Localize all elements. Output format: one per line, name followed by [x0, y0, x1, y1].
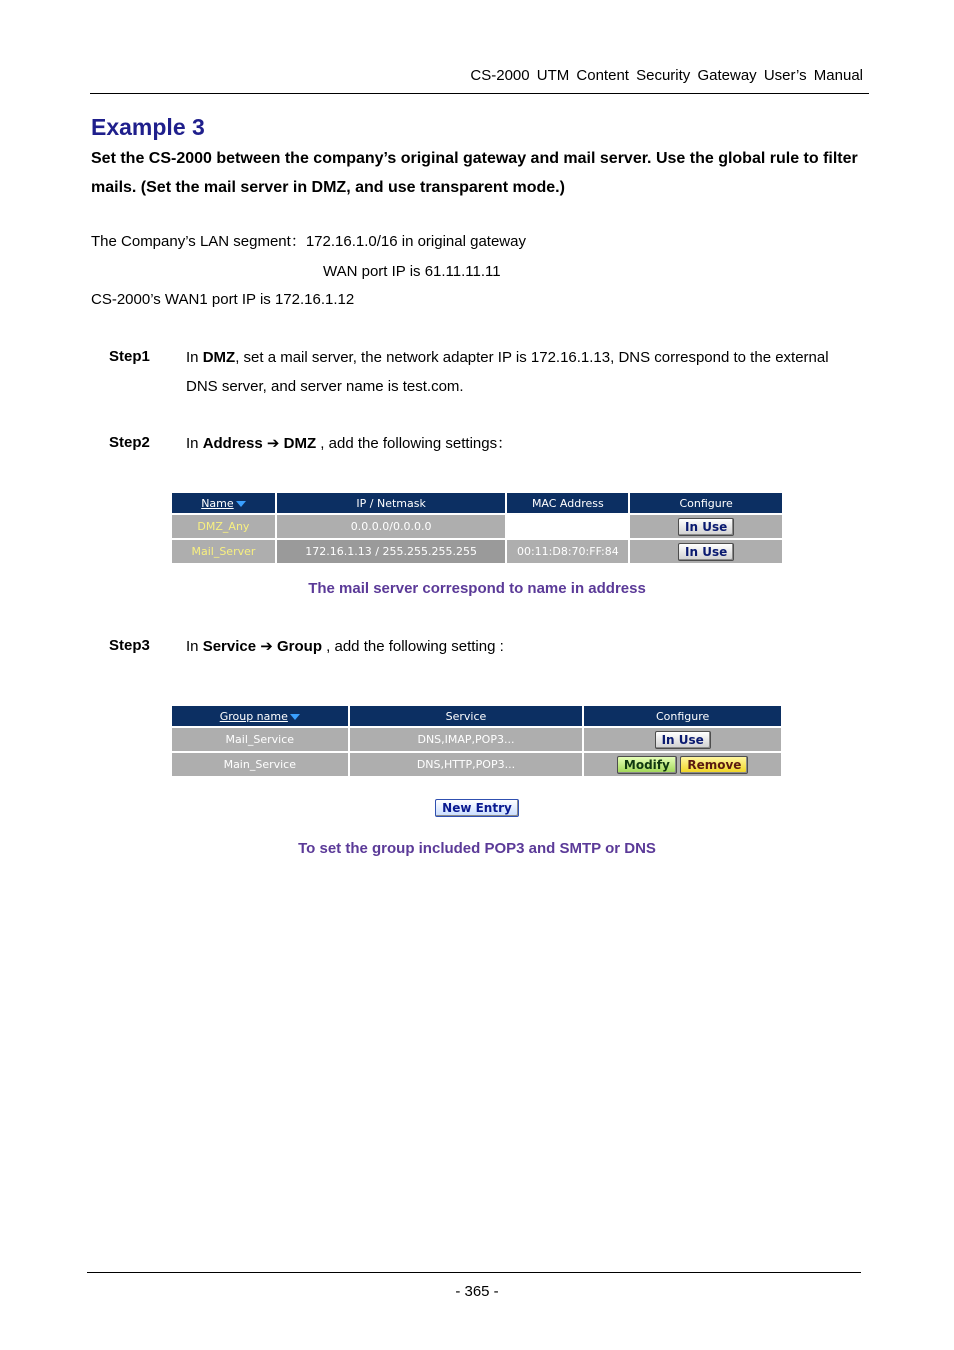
sort-down-icon — [236, 501, 246, 507]
group-name-column-header[interactable]: Group name — [172, 706, 348, 726]
step3-text: In Service ➔ Group , add the following setting : — [186, 638, 504, 655]
new-entry-button[interactable]: New Entry — [435, 799, 519, 817]
manual-header: CS-2000 UTM Content Security Gateway User’s Manual — [470, 67, 863, 84]
page-title: Example 3 — [91, 114, 205, 140]
in-use-button[interactable]: In Use — [678, 543, 734, 561]
new-entry-container — [0, 799, 954, 817]
address-configure-cell — [630, 540, 782, 563]
address-name-cell: Mail_Server — [172, 540, 275, 563]
group-configure-column-header: Configure — [584, 706, 781, 726]
address-ip-cell: 0.0.0.0/0.0.0.0 — [277, 515, 506, 538]
address-table-caption: The mail server correspond to name in address — [308, 580, 646, 597]
address-mac-cell: 00:11:D8:70:FF:84 — [507, 540, 628, 563]
configure-column-header: Configure — [630, 493, 782, 513]
step2-text: In Address ➔ DMZ , add the following settings： — [186, 435, 513, 452]
header-divider — [90, 93, 869, 94]
group-table-caption: To set the group included POP3 and SMTP or DNS — [298, 840, 656, 857]
address-mac-cell — [507, 515, 628, 538]
step1-text: In DMZ, set a mail server, the network adapter IP is 172.16.1.13, DNS correspond to the external DNS server, and server name is test.com. — [186, 349, 829, 395]
service-group-table — [170, 704, 783, 778]
address-configure-cell — [630, 515, 782, 538]
table-row — [172, 753, 781, 776]
table-row — [172, 515, 782, 538]
name-column-header[interactable]: Name — [172, 493, 275, 513]
modify-button[interactable]: Modify — [617, 756, 677, 774]
step1-label: Step1 — [109, 348, 150, 365]
group-table-header — [172, 706, 781, 726]
table-row — [172, 728, 781, 751]
intro-line-1: The Company’s LAN segment：172.16.1.0/16 in original gateway — [91, 233, 526, 250]
intro-line-3: CS-2000’s WAN1 port IP is 172.16.1.12 — [91, 291, 355, 308]
group-service-cell: DNS,IMAP,POP3... — [350, 728, 583, 751]
footer-divider — [87, 1272, 861, 1273]
step3-label: Step3 — [109, 637, 150, 654]
intro-line-2: WAN port IP is 61.11.11.11 — [323, 263, 501, 280]
in-use-button[interactable]: In Use — [655, 731, 711, 749]
group-service-cell: DNS,HTTP,POP3... — [350, 753, 583, 776]
group-configure-cell — [584, 753, 781, 776]
address-table-header — [172, 493, 782, 513]
address-ip-cell: 172.16.1.13 / 255.255.255.255 — [277, 540, 506, 563]
in-use-button[interactable]: In Use — [678, 518, 734, 536]
address-name-cell: DMZ_Any — [172, 515, 275, 538]
ip-column-header: IP / Netmask — [277, 493, 506, 513]
example-subtitle: Set the CS-2000 between the company’s original gateway and mail server. Use the global rule to filter mails. (Set the mail server in DMZ, and use transparent mode.) — [91, 150, 858, 196]
remove-button[interactable]: Remove — [680, 756, 748, 774]
group-name-cell: Mail_Service — [172, 728, 348, 751]
sort-down-icon — [290, 714, 300, 720]
page-number: - 365 - — [455, 1283, 499, 1300]
step2-label: Step2 — [109, 434, 150, 451]
mac-column-header: MAC Address — [507, 493, 628, 513]
table-row — [172, 540, 782, 563]
service-column-header: Service — [350, 706, 583, 726]
group-name-cell: Main_Service — [172, 753, 348, 776]
address-table — [170, 491, 784, 565]
group-configure-cell — [584, 728, 781, 751]
